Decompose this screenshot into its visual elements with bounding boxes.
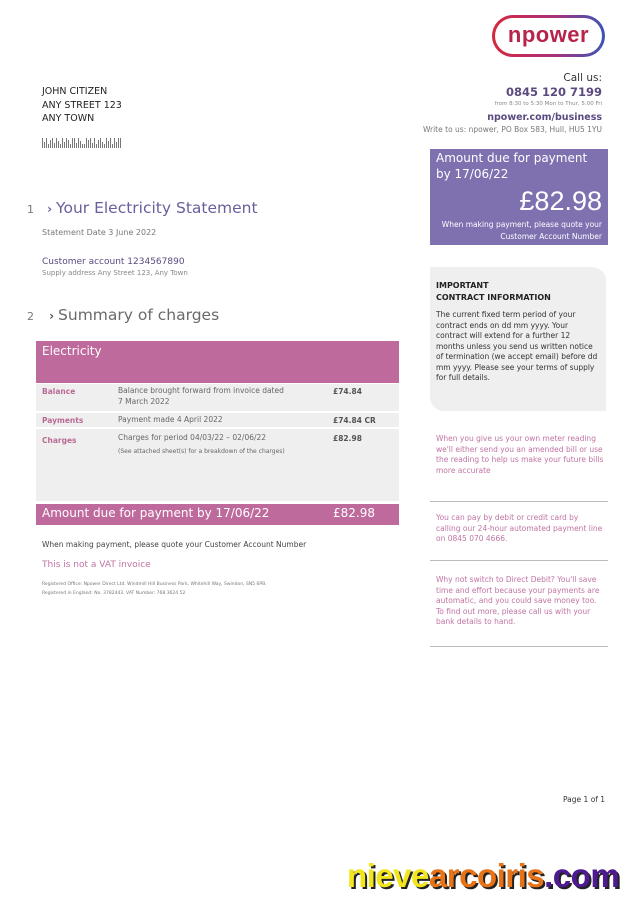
row-label: Charges xyxy=(42,436,77,445)
watermark xyxy=(347,857,619,895)
website-link[interactable]: npower.com/business xyxy=(487,112,602,123)
row-description: Payment made 4 April 2022 xyxy=(118,415,223,424)
recipient-name: JOHN CITIZEN xyxy=(42,86,108,97)
tip-card-payment: You can pay by debit or credit card by calling our 24-hour automated payment line on 0845 070 4666. xyxy=(436,513,603,543)
divider xyxy=(430,560,608,561)
watermark-part1: nieve xyxy=(347,857,429,894)
important-heading-line1: IMPORTANT xyxy=(436,281,489,290)
section-2-heading xyxy=(27,305,219,324)
amount-due-title-line2: by 17/06/22 xyxy=(436,167,509,181)
section-1-heading xyxy=(27,198,258,217)
row-amount: £74.84 xyxy=(333,387,362,396)
registered-office-line2: Registered in England: No. 3782443. VAT Number: 768 3624 52 xyxy=(42,591,186,596)
total-due-bar xyxy=(36,504,399,525)
divider xyxy=(430,646,608,647)
row-amount: £82.98 xyxy=(333,434,362,443)
total-due-label: Amount due for payment by 17/06/22 xyxy=(42,506,270,520)
recipient-street: ANY STREET 123 xyxy=(42,99,122,111)
table-row-balance xyxy=(36,384,399,411)
section-number: 1 xyxy=(27,203,34,216)
vat-notice: This is not a VAT invoice xyxy=(42,560,151,570)
row-description xyxy=(118,386,284,407)
total-due-amount: £82.98 xyxy=(333,506,375,520)
npower-logo xyxy=(492,15,605,57)
divider xyxy=(430,501,608,502)
opening-hours: from 8:30 to 5:30 Mon to Thur, 5:00 Fri xyxy=(494,101,602,107)
amount-due-note-line2: Customer Account Number xyxy=(500,232,602,241)
customer-account: Customer account 1234567890 xyxy=(42,257,185,267)
important-body: The current fixed term period of your contract ends on dd mm yyyy. Your contract will extend for a further 12 months unless you send us written notice of termination (we accept email) before dd mm yyyy. Please see your terms of supply for full details. xyxy=(436,310,598,382)
logo-text: npower xyxy=(507,22,590,47)
recipient-address xyxy=(42,85,122,126)
amount-due-value: £82.98 xyxy=(519,186,602,216)
page-number: Page 1 of 1 xyxy=(563,795,606,804)
important-heading-line2: CONTRACT INFORMATION xyxy=(436,292,551,302)
table-row-charges xyxy=(36,429,399,501)
row-description-line1: Balance brought forward from invoice dated xyxy=(118,386,284,395)
section-number: 2 xyxy=(27,310,34,323)
statement-date: Statement Date 3 June 2022 xyxy=(42,228,157,237)
tip-meter-reading: When you give us your own meter reading we'll either send you an amended bill or use the reading to help us make your future bills more accurate xyxy=(436,434,604,475)
phone-number: 0845 120 7199 xyxy=(505,85,602,99)
row-description-line2: 7 March 2022 xyxy=(118,396,170,406)
amount-due-box xyxy=(430,149,608,245)
amount-due-title xyxy=(436,149,602,182)
row-label: Payments xyxy=(42,416,84,425)
tip-direct-debit: Why not switch to Direct Debit? You'll save time and effort because your payments are automatic, and you could save money too. To find out more, please call us with your bank details to hand. xyxy=(436,575,600,626)
supply-address: Supply address Any Street 123, Any Town xyxy=(42,269,188,277)
registered-office-line1: Registered Office: Npower Direct Ltd. Windmill Hill Business Park, Whitehill Way, Swindon, SN5 6PB. xyxy=(42,582,267,587)
quote-account-note: When making payment, please quote your Customer Account Number xyxy=(42,540,307,549)
watermark-part2: arcoiris xyxy=(428,857,545,894)
row-label: Balance xyxy=(42,387,76,396)
call-label: Call us: xyxy=(563,72,602,84)
charges-table-header: Electricity xyxy=(36,341,399,383)
contact-block xyxy=(352,72,602,134)
row-description-note: (See attached sheet(s) for a breakdown of the charges) xyxy=(118,447,285,455)
row-amount: £74.84 CR xyxy=(333,416,376,425)
important-heading xyxy=(436,280,600,303)
watermark-part3: .com xyxy=(544,857,620,894)
row-description xyxy=(118,433,285,457)
chevron-right-icon: › xyxy=(47,202,53,216)
important-contract-box xyxy=(430,267,606,411)
section-title: Summary of charges xyxy=(58,306,220,324)
registered-office xyxy=(42,580,267,598)
chevron-right-icon: › xyxy=(49,309,55,323)
amount-due-note xyxy=(436,219,602,243)
section-title: Your Electricity Statement xyxy=(56,199,258,217)
amount-due-note-line1: When making payment, please quote your xyxy=(441,220,602,229)
postal-address: Write to us: npower, PO Box 583, Hull, HU5 1YU xyxy=(422,125,602,134)
amount-due-title-line1: Amount due for payment xyxy=(436,151,588,165)
row-description-line1: Charges for period 04/03/22 – 02/06/22 xyxy=(118,433,267,442)
postal-barcode xyxy=(42,136,124,148)
recipient-town: ANY TOWN xyxy=(42,113,95,124)
table-row-payments xyxy=(36,413,399,427)
